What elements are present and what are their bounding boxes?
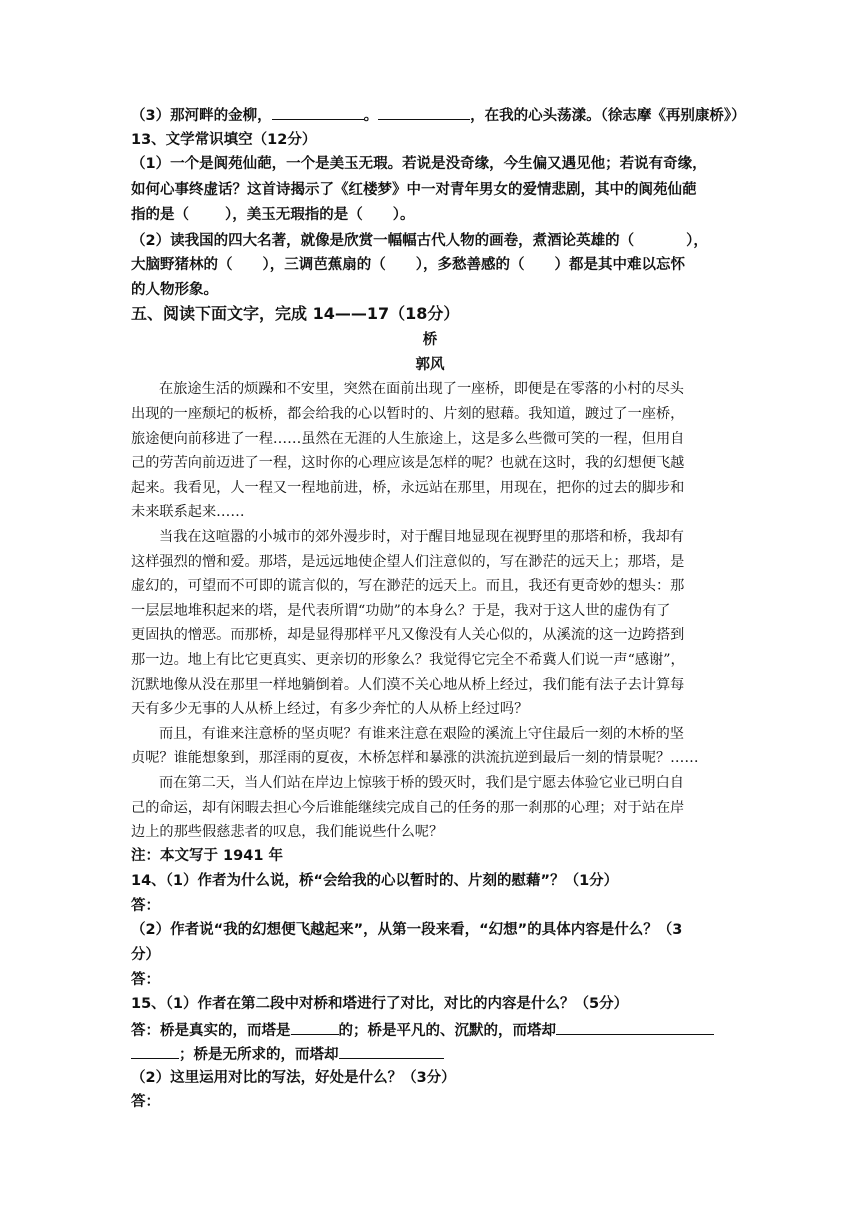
- q13-p1-l3b: ），美玉无瑕指的是（: [225, 207, 363, 223]
- q15-blank-2-cont[interactable]: [131, 1043, 179, 1059]
- q15-blank-2[interactable]: [556, 1019, 714, 1035]
- q12-3-suffix: ，在我的心头荡漾。（徐志摩《再别康桥》）: [470, 108, 746, 124]
- passage-p2-line-8: 天有多少无事的人从桥上经过，有多少奔忙的人从桥上经过吗？: [131, 701, 529, 717]
- q13-p1-line-1: （1）一个是阆苑仙葩，一个是美玉无瑕。若说是没奇缘，今生偏又遇见他；若说有奇缘，: [131, 156, 707, 172]
- passage-p1-line-4: 己的劳苦向前迈进了一程，这时你的心理应该是怎样的呢？也就在这时，我的幻想便飞越: [131, 455, 685, 471]
- passage-title: 桥: [422, 332, 438, 348]
- passage-p1-line-3: 旅途便向前移进了一程……虽然在无涯的人生旅途上，这是多么些微可笑的一程，但用自: [131, 431, 685, 447]
- q12-3-line: [131, 104, 746, 126]
- q13-p1-line-3: [131, 205, 415, 225]
- q15-part2: （2）这里运用对比的写法，好处是什么？（3分）: [131, 1070, 456, 1086]
- passage-author: 郭风: [415, 357, 445, 373]
- q12-3-blank-2[interactable]: [378, 104, 470, 120]
- q13-p2-l2d: ）都是其中难以忘怀: [554, 257, 685, 273]
- passage-p2-line-1: 当我在这喧嚣的小城市的郊外漫步时，对于醒目地显现在视野里的那塔和桥，我却有: [159, 529, 684, 545]
- q14-part2-line-1: （2）作者说“我的幻想便飞越起来”，从第一段来看，“幻想”的具体内容是什么？（3: [131, 922, 683, 938]
- q12-3-blank-1[interactable]: [272, 104, 364, 120]
- q13-p2-line-1: [131, 231, 708, 251]
- passage-p4-line-2: 己的命运，却有闲暇去担心今后谁能继续完成自己的任务的那一刹那的心理；对于站在岸: [131, 800, 685, 816]
- section5-heading: 五、阅读下面文字，完成 14——17（18分）: [131, 304, 460, 323]
- passage-p2-line-2: 这样强烈的憎和爱。那塔，是远远地使企望人们注意似的，写在渺茫的远天上；那塔，是: [131, 554, 685, 570]
- q15-blank-1[interactable]: [291, 1019, 339, 1035]
- passage-p1-line-2: 出现的一座颓圮的板桥，都会给我的心以暂时的、片刻的慰藉。我知道，踱过了一座桥，: [131, 406, 685, 422]
- passage-p1-line-1: 在旅途生活的烦躁和不安里，突然在面前出现了一座桥，即便是在零落的小村的尽头: [159, 381, 684, 397]
- passage-note: 注：本文写于 1941 年: [131, 848, 283, 864]
- passage-p4-line-3: 边上的那些假慈悲者的叹息，我们能说些什么呢？: [131, 824, 444, 840]
- q15-a1-a: 答：桥是真实的，而塔是: [131, 1023, 291, 1039]
- q13-p2-line-2: [131, 255, 685, 275]
- q13-p2-line-3: 的人物形象。: [131, 282, 218, 298]
- q14-part1: 14、（1）作者为什么说，桥“会给我的心以暂时的、片刻的慰藉”？（1分）: [131, 873, 619, 889]
- q13-p1-l3a: 指的是（: [131, 207, 189, 223]
- q13-p2-l1a: （2）读我国的四大名著，就像是欣赏一幅幅古代人物的画卷，煮酒论英雄的（: [131, 233, 635, 249]
- q15-answer-1-line-2: [131, 1043, 444, 1065]
- q15-answer-1-line-1: [131, 1019, 714, 1041]
- q15-part1: 15、（1）作者在第二段中对桥和塔进行了对比，对比的内容是什么？（5分）: [131, 996, 629, 1012]
- passage-p4-line-1: 而在第二天，当人们站在岸边上惊骇于桥的毁灭时，我们是宁愿去体验它业已明白自: [159, 775, 684, 791]
- q13-p1-line-2: 如何心事终虚话？这首诗揭示了《红楼梦》中一对青年男女的爱情悲剧，其中的阆苑仙葩: [131, 182, 697, 198]
- passage-p1-line-5: 起来。我看见，人一程又一程地前进，桥，永远站在那里，用现在，把你的过去的脚步和: [131, 480, 685, 496]
- q15-a1-b: 的；桥是平凡的、沉默的，而塔却: [338, 1023, 556, 1039]
- passage-p3-line-2: 贞呢？谁能想象到，那淫雨的夏夜，木桥怎样和暴涨的洪流抗逆到最后一刻的情景呢？……: [131, 750, 699, 766]
- q15-blank-3[interactable]: [339, 1043, 444, 1059]
- q13-p2-l2c: ），多愁善感的（: [415, 257, 525, 273]
- passage-p3-line-1: 而且，有谁来注意桥的坚贞呢？有谁来注意在艰险的溪流上守住最后一刻的木桥的坚: [159, 726, 684, 742]
- q12-3-mid: 。: [363, 108, 379, 124]
- q15-a1-c: ；桥是无所求的，而塔却: [179, 1047, 339, 1063]
- passage-p2-line-5: 更固执的憎恶。而那桥，却是显得那样平凡又像没有人关心似的，从溪流的这一边跨搭到: [131, 627, 685, 643]
- passage-p2-line-7: 沉默地像从没在那里一样地躺倒着。人们漠不关心地从桥上经过，我们能有法子去计算每: [131, 677, 685, 693]
- q13-p2-l2a: 大脑野猪林的（: [131, 257, 233, 273]
- q15-answer-2[interactable]: 答：: [131, 1094, 160, 1110]
- q13-p2-l2b: ），三调芭蕉扇的（: [262, 257, 386, 273]
- q14-part2-line-2: 分）: [131, 947, 160, 963]
- passage-p2-line-6: 那一边。地上有比它更真实、更亲切的形象么？我觉得它完全不希冀人们说一声“感谢”，: [131, 652, 685, 668]
- passage-p2-line-3: 虚幻的，可望而不可即的谎言似的，写在渺茫的远天上。而且，我还有更奇妙的想头：那: [131, 578, 685, 594]
- q13-p2-l1b: ），: [686, 233, 708, 249]
- passage-p2-line-4: 一层层地堆积起来的塔，是代表所谓“功勋”的本身么？于是，我对于这人世的虚伪有了: [131, 603, 671, 619]
- q12-3-prefix: （3）那河畔的金柳，: [131, 108, 272, 124]
- q13-title: 13、文学常识填空（12分）: [131, 132, 317, 148]
- q14-answer-2[interactable]: 答：: [131, 972, 160, 988]
- passage-p1-line-6: 未来联系起来……: [131, 504, 245, 520]
- q13-p1-l3c: ）。: [392, 207, 415, 223]
- q14-answer-1[interactable]: 答：: [131, 898, 160, 914]
